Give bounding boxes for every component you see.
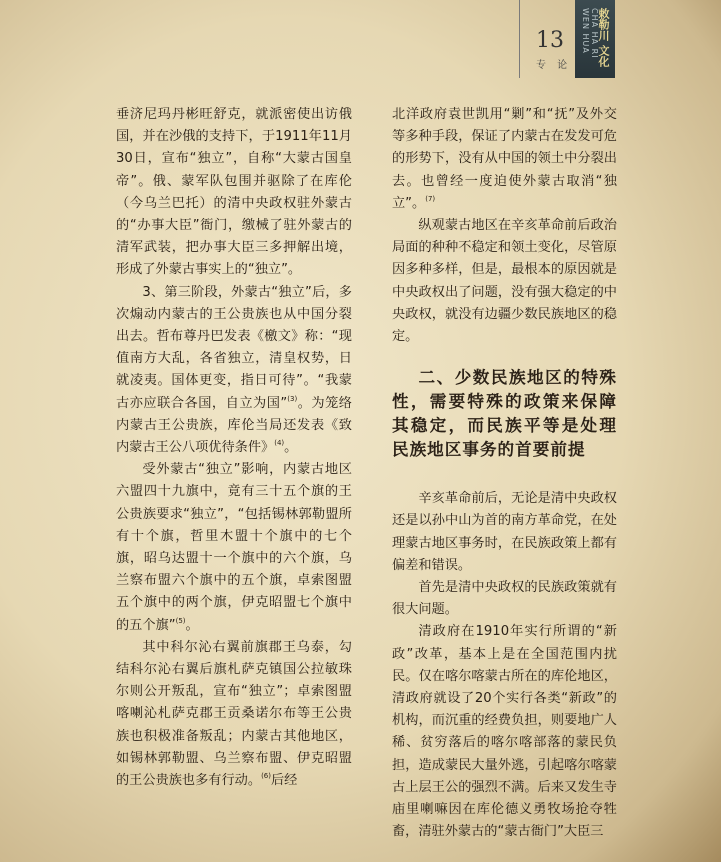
section-heading: 二、少数民族地区的特殊性，需要特殊的政策来保障其稳定，而民族平等是处理民族地区事务的首要前提: [392, 368, 617, 460]
paragraph: 垂济尼玛丹彬旺舒克，就派密使出访俄国，并在沙俄的支持下，于1911年11月30日，宣布“独立”，自称“大蒙古国皇帝”。俄、蒙军队包围并驱除了在库伦（今乌兰巴托）的清中央政权驻外蒙古的“办事大臣”衙门，缴械了驻外蒙古的清军武装，把办事大臣三多押解出境，形成了外蒙古事实上的“独立”。: [116, 107, 352, 278]
paragraph: 纵观蒙古地区在辛亥革命前后政治局面的种种不稳定和领土变化，尽管原因多种多样，但是，最根本的原因就是中央政权出了问题，没有强大稳定的中央政权，就没有边疆少数民族地区的稳定。: [392, 218, 617, 345]
section-label: 专 论: [536, 60, 572, 71]
footnote-ref: (5): [175, 616, 186, 625]
footnote-ref: (7): [425, 194, 436, 203]
paragraph: 清政府在1910年实行所谓的“新政”改革，基本上是在全国范围内扰民。仅在喀尔喀蒙古所在的库伦地区，清政府就设了20个实行各类“新政”的机构，而沉重的经费负担，则要地广人稀、贫穷落后的喀尔喀部落的蒙民负担，造成蒙民大量外逃，引起喀尔喀蒙古上层王公的强烈不满。后来又发生寺庙里喇嘛因在库伦德义勇牧场抢夺牲畜，清驻外蒙古的“蒙古衙门”大臣三: [392, 624, 617, 840]
footnote-ref: (6): [261, 772, 271, 781]
paragraph: 受外蒙古“独立”影响，内蒙古地区六盟四十九旗中，竟有三十五个旗的王公贵族要求“独立”，“包括锡林郭勒盟所有十个旗，哲里木盟十个旗中的七个旗，昭乌达盟十一个旗中的六个旗，乌兰察布盟六个旗中的五个旗，卓索图盟五个旗中的两个旗，伊克昭盟七个旗中的五个旗”$^{(5)}$。: [116, 462, 352, 633]
paragraph: 3、第三阶段，外蒙古“独立”后，多次煽动内蒙古的王公贵族也从中国分裂出去。哲布尊丹巴发表《檄文》称：“现值南方大乱，各省独立，清皇权势，日就凌夷。国体更变，指日可待”。“我蒙古亦应联合各国，自立为国”$^{(3)}$。为笼络内蒙古王公贵族，库伦当局还发表《致内蒙古王公八项优待条件》$^{(4)}$。: [116, 284, 352, 456]
side-brand: CHA HA RI WEN HUA: [581, 8, 599, 59]
footnote-ref: (4): [274, 439, 285, 448]
paragraph: 辛亥革命前后，无论是清中央政权还是以孙中山为首的南方革命党，在处理蒙古地区事务时，在民族政策上都有偏差和错误。: [392, 491, 617, 573]
side-name: 敕勒川 文化: [597, 8, 610, 67]
paragraph: 北洋政府袁世凯用“剿”和“抚”及外交等多种手段，保证了内蒙古在发发可危的形势下，没有从中国的领土中分裂出去。也曾经一度迫使外蒙古取消“独立”。$^{(7)}$: [392, 107, 617, 211]
page-number: 13: [536, 28, 564, 53]
footnote-ref: (3): [287, 394, 298, 403]
header-rule: [519, 0, 520, 78]
right-column: [392, 104, 617, 843]
paragraph: 首先是清中央政权的民族政策就有很大问题。: [392, 580, 617, 618]
paragraph: 其中科尔沁右翼前旗郡王乌泰，勾结科尔沁右翼后旗札萨克镇国公拉敏珠尔则公开叛乱，宣布“独立”；卓索图盟喀喇沁札萨克郡王贡桑诺尔布等王公贵族也积极准备叛乱；内蒙古其他地区，如锡林郭勒盟、乌兰察布盟、伊克昭盟的王公贵族也多有行动。$^{(6)}$后经: [116, 639, 352, 789]
side-tab: [575, 0, 615, 78]
left-column: [116, 104, 352, 792]
